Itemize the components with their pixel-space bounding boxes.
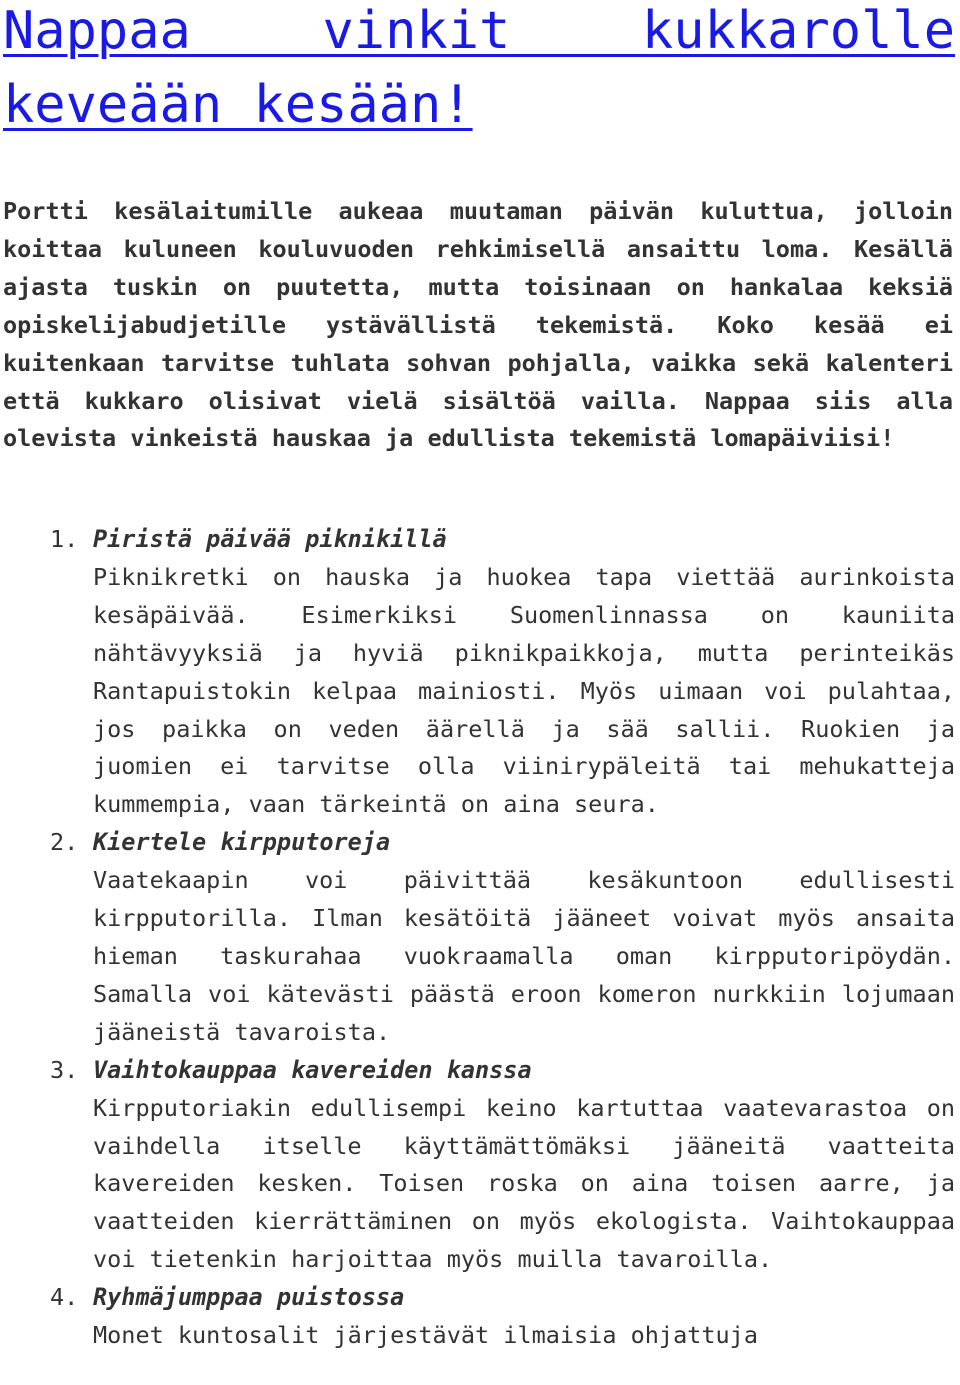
tips-list (0, 521, 955, 1355)
tip-title: Vaihtokauppaa kavereiden kanssa (93, 1055, 532, 1084)
tip-item-flea-markets (0, 824, 955, 1051)
article-intro: Portti kesälaitumille aukeaa muutaman päivän kuluttua, jolloin koittaa kuluneen kouluvuoden rehkimisellä ansaittu loma. Kesällä ajasta tuskin on puutetta, mutta toisinaan on hankalaa keksiä opiskelijabudjetille ystävällistä tekemistä. Koko kesää ei kuitenkaan tarvitse tuhlata sohvan pohjalla, vaikka sekä kalenteri että kukkaro olisivat vielä sisältöä vailla. Nappaa siis alla olevista vinkeistä hauskaa ja edullista tekemistä lomapäiviisi! (3, 197, 953, 453)
tip-text: Monet kuntosalit järjestävät ilmaisia ohjattuja (93, 1321, 758, 1350)
tip-item-swap (0, 1052, 955, 1279)
article-title-link[interactable]: Nappaa vinkit kukkarolle keveään kesään! (3, 1, 955, 135)
tip-item-picnic (0, 521, 955, 824)
tip-item-group-workout (0, 1279, 955, 1355)
tip-title: Piristä päivää piknikillä (93, 525, 447, 553)
tip-title: Kiertele kirpputoreja (93, 828, 391, 857)
tip-text: Kirpputoriakin edullisempi keino kartuttaa vaatevarastoa on vaihdella itselle käyttämättömäksi jääneitä vaatteita kavereiden kesken. Toisen roska on aina toisen aarre, ja vaatteiden kierrättäminen on myös ekologista. Vaihtokauppaa voi tietenkin harjoittaa myös muilla tavaroilla. (93, 1093, 955, 1274)
article-title (3, 0, 955, 142)
tip-title: Ryhmäjumppaa puistossa (93, 1283, 405, 1312)
tip-number: 3. (50, 1055, 79, 1084)
tip-text: Vaatekaapin voi päivittää kesäkuntoon edullisesti kirpputorilla. Ilman kesätöitä jääneet voivat myös ansaita hieman taskurahaa vuokraamalla oman kirpputoripöydän. Samalla voi kätevästi päästä eroon komeron nurkkiin lojumaan jääneistä tavaroista. (93, 866, 955, 1046)
tip-number: 2. (50, 828, 79, 857)
tip-number: 1. (50, 525, 79, 553)
tip-text: Piknikretki on hauska ja huokea tapa viettää aurinkoista kesäpäivää. Esimerkiksi Suomenlinnassa on kauniita nähtävyyksiä ja hyviä piknikpaikkoja, mutta perinteikäs Rantapuistokin kelpaa mainiosti. Myös uimaan voi pulahtaa, jos paikka on veden äärellä ja sää sallii. Ruokien ja juomien ei tarvitse olla viinirypäleitä tai mehukatteja kummempia, vaan tärkeintä on aina seura. (93, 562, 955, 819)
tip-number: 4. (50, 1283, 79, 1312)
